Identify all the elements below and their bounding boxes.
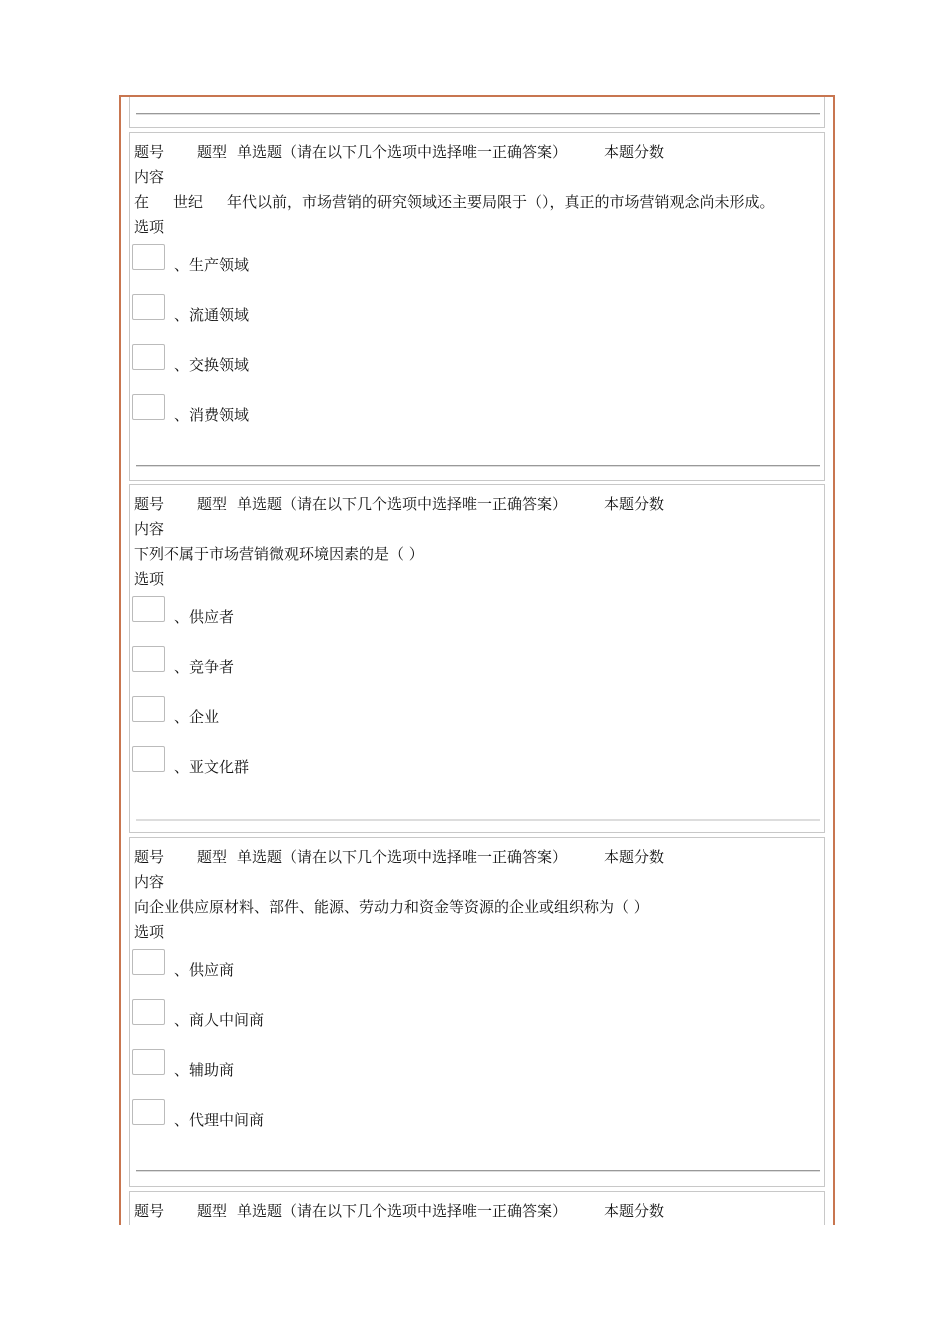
option-checkbox[interactable] [132, 646, 165, 672]
separator-line [136, 1170, 820, 1172]
option-label: 、流通领域 [174, 306, 250, 324]
question-number-label: 题号 [134, 143, 165, 161]
option-checkbox[interactable] [132, 999, 165, 1025]
question-number-label: 题号 [134, 495, 165, 513]
question-type-label: 题型 [197, 1202, 228, 1220]
option-checkbox[interactable] [132, 394, 165, 420]
option-checkbox[interactable] [132, 294, 165, 320]
question-type-label: 题型 [197, 848, 228, 866]
content-label: 内容 [134, 520, 165, 538]
question-text-part: 世纪 [173, 193, 204, 211]
option-checkbox[interactable] [132, 949, 165, 975]
question-list-frame [119, 95, 835, 1225]
question-type-value: 单选题（请在以下几个选项中选择唯一正确答案） [237, 143, 568, 161]
option-label: 、生产领域 [174, 256, 250, 274]
question-text-part: 年代以前，市场营销的研究领域还主要局限于（），真正的市场营销观念尚未形成。 [227, 193, 775, 211]
options-label: 选项 [134, 923, 165, 941]
options-label: 选项 [134, 570, 165, 588]
content-label: 内容 [134, 168, 165, 186]
question-number-label: 题号 [134, 1202, 165, 1220]
question-type-value: 单选题（请在以下几个选项中选择唯一正确答案） [237, 848, 568, 866]
question-card-3 [129, 837, 825, 1187]
option-label: 、供应商 [174, 961, 235, 979]
option-checkbox[interactable] [132, 696, 165, 722]
option-label: 、代理中间商 [174, 1111, 265, 1129]
separator-line [136, 465, 820, 467]
question-text-part: 在 [134, 193, 150, 211]
option-label: 、供应者 [174, 608, 235, 626]
question-text: 向企业供应原材料、部件、能源、劳动力和资金等资源的企业或组织称为（ ） [134, 898, 649, 916]
question-number-label: 题号 [134, 848, 165, 866]
question-score-label: 本题分数 [604, 848, 665, 866]
top-separator-block [129, 97, 825, 128]
option-checkbox[interactable] [132, 344, 165, 370]
option-label: 、交换领域 [174, 356, 250, 374]
question-score-label: 本题分数 [604, 495, 665, 513]
option-label: 、辅助商 [174, 1061, 235, 1079]
option-label: 、竞争者 [174, 658, 235, 676]
option-checkbox[interactable] [132, 746, 165, 772]
question-card-1 [129, 132, 825, 481]
option-checkbox[interactable] [132, 244, 165, 270]
option-label: 、亚文化群 [174, 758, 250, 776]
options-label: 选项 [134, 218, 165, 236]
question-card-4 [129, 1191, 825, 1225]
option-checkbox[interactable] [132, 596, 165, 622]
option-checkbox[interactable] [132, 1099, 165, 1125]
option-label: 、消费领域 [174, 406, 250, 424]
option-checkbox[interactable] [132, 1049, 165, 1075]
question-type-value: 单选题（请在以下几个选项中选择唯一正确答案） [237, 495, 568, 513]
question-card-2 [129, 484, 825, 833]
question-type-label: 题型 [197, 143, 228, 161]
question-score-label: 本题分数 [604, 143, 665, 161]
question-type-label: 题型 [197, 495, 228, 513]
separator-line [136, 819, 820, 821]
option-label: 、商人中间商 [174, 1011, 265, 1029]
question-type-value: 单选题（请在以下几个选项中选择唯一正确答案） [237, 1202, 568, 1220]
question-text [134, 192, 775, 212]
separator-line [136, 113, 820, 115]
option-label: 、企业 [174, 708, 220, 726]
content-label: 内容 [134, 873, 165, 891]
question-text: 下列不属于市场营销微观环境因素的是（ ） [134, 545, 424, 563]
question-score-label: 本题分数 [604, 1202, 665, 1220]
